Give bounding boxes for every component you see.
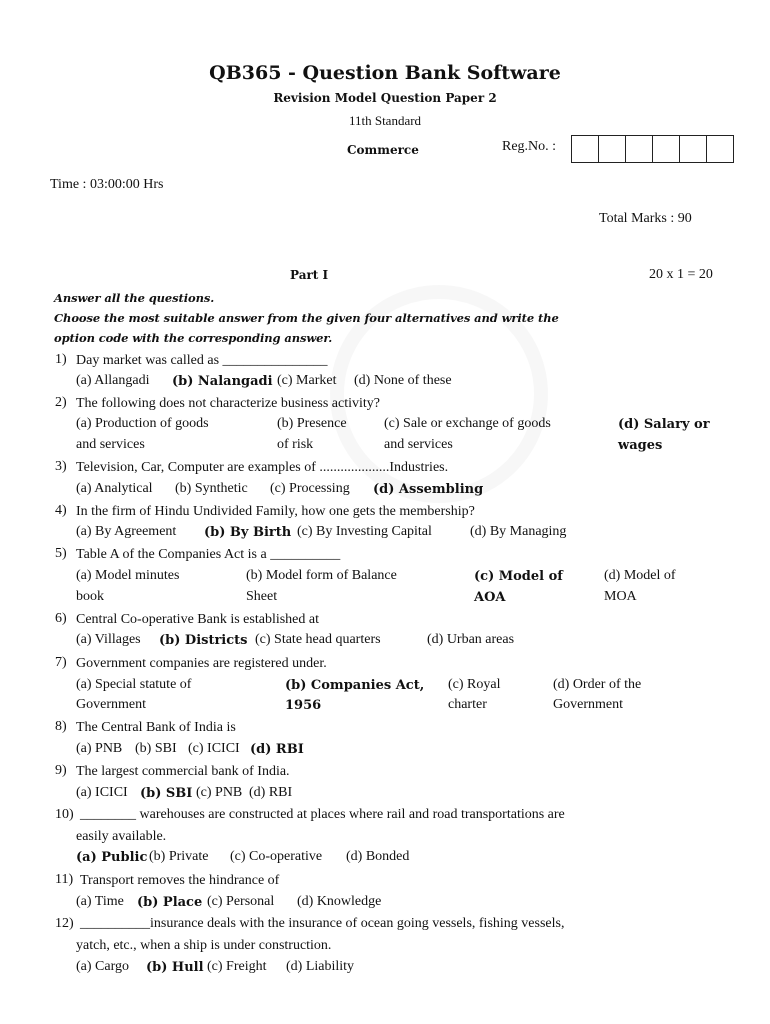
question-text: Table A of the Companies Act is a __________ bbox=[76, 547, 341, 562]
option-c: (c) Personal bbox=[207, 894, 275, 909]
option-b: (b) Synthetic bbox=[175, 481, 248, 496]
option-b: (b) Private bbox=[149, 849, 209, 864]
option-a-cont: and services bbox=[76, 437, 145, 452]
question-number: 5) bbox=[55, 546, 67, 561]
option-d-cont: Government bbox=[553, 697, 623, 712]
option-c: (c) Sale or exchange of goods bbox=[384, 416, 551, 431]
paper-subtitle: Revision Model Question Paper 2 bbox=[273, 91, 497, 105]
question-number: 2) bbox=[55, 395, 67, 410]
question-number: 4) bbox=[55, 503, 67, 518]
option-d: (d) Order of the bbox=[553, 677, 642, 692]
option-b-answer: (b) SBI bbox=[140, 786, 193, 801]
question-text: Transport removes the hindrance of bbox=[80, 873, 280, 888]
option-c: (c) Processing bbox=[270, 481, 350, 496]
part-marks: 20 x 1 = 20 bbox=[649, 267, 713, 282]
instruction-line-3: option code with the corresponding answer. bbox=[54, 331, 333, 345]
option-b-answer: (b) Nalangadi bbox=[172, 374, 273, 389]
question-text: The following does not characterize business activity? bbox=[76, 396, 381, 411]
reg-no-boxes bbox=[571, 135, 734, 163]
question-number: 6) bbox=[55, 611, 67, 626]
question-text-cont: easily available. bbox=[76, 829, 167, 844]
question-number: 7) bbox=[55, 655, 67, 670]
option-a-cont: Government bbox=[76, 697, 146, 712]
option-d: (d) Liability bbox=[286, 959, 355, 974]
option-a: (a) By Agreement bbox=[76, 524, 177, 539]
option-d-answer-cont: wages bbox=[618, 438, 663, 453]
total-marks-label: Total Marks : 90 bbox=[599, 211, 692, 226]
option-c-answer-cont: AOA bbox=[474, 590, 506, 605]
option-d: (d) Knowledge bbox=[297, 894, 382, 909]
question-text: __________insurance deals with the insurance of ocean going vessels, fishing vessels, bbox=[80, 916, 565, 931]
option-a: (a) PNB bbox=[76, 741, 123, 756]
option-c: (c) State head quarters bbox=[255, 632, 381, 647]
reg-no-box[interactable] bbox=[706, 135, 734, 163]
option-a: (a) Special statute of bbox=[76, 677, 192, 692]
question-number: 10) bbox=[55, 807, 74, 822]
time-label: Time : 03:00:00 Hrs bbox=[50, 177, 164, 192]
option-d: (d) Bonded bbox=[346, 849, 410, 864]
option-d: (d) RBI bbox=[249, 785, 293, 800]
option-a: (a) Production of goods bbox=[76, 416, 209, 431]
question-number: 3) bbox=[55, 459, 67, 474]
option-a: (a) Analytical bbox=[76, 481, 153, 496]
reg-no-label: Reg.No. : bbox=[502, 139, 557, 154]
option-b: (b) Presence bbox=[277, 416, 347, 431]
option-a: (a) Time bbox=[76, 894, 124, 909]
option-d: (d) None of these bbox=[354, 373, 452, 388]
option-a: (a) Cargo bbox=[76, 959, 129, 974]
option-c: (c) Royal bbox=[448, 677, 501, 692]
option-b-answer: (b) Companies Act, bbox=[285, 678, 425, 693]
option-b-answer: (b) Hull bbox=[146, 960, 204, 975]
question-text: The Central Bank of India is bbox=[76, 720, 236, 735]
question-text-cont: yatch, etc., when a ship is under construction. bbox=[76, 938, 332, 953]
option-b-cont: Sheet bbox=[246, 589, 278, 604]
question-text: The largest commercial bank of India. bbox=[76, 764, 290, 779]
question-text: Television, Car, Computer are examples of ....................Industries. bbox=[76, 460, 449, 475]
reg-no-box[interactable] bbox=[571, 135, 599, 163]
option-c-cont: charter bbox=[448, 697, 487, 712]
instruction-line-2: Choose the most suitable answer from the given four alternatives and write the bbox=[54, 311, 559, 325]
option-b: (b) SBI bbox=[135, 741, 177, 756]
instruction-line-1: Answer all the questions. bbox=[54, 291, 215, 305]
option-c-answer: (c) Model of bbox=[474, 569, 563, 584]
option-a-cont: book bbox=[76, 589, 104, 604]
question-text: ________ warehouses are constructed at places where rail and road transportations are bbox=[80, 807, 565, 822]
part-heading: Part I bbox=[290, 268, 329, 282]
option-a: (a) Model minutes bbox=[76, 568, 180, 583]
option-d-answer: (d) Assembling bbox=[373, 482, 484, 497]
option-c: (c) Market bbox=[277, 373, 337, 388]
standard-label: 11th Standard bbox=[348, 113, 422, 128]
option-c: (c) By Investing Capital bbox=[297, 524, 432, 539]
option-c: (c) PNB bbox=[196, 785, 243, 800]
option-c: (c) Co-operative bbox=[230, 849, 323, 864]
option-a: (a) ICICI bbox=[76, 785, 128, 800]
option-b-answer: (b) Place bbox=[137, 895, 203, 910]
question-number: 8) bbox=[55, 719, 67, 734]
option-b-answer: (b) By Birth bbox=[204, 525, 292, 540]
question-text: Day market was called as _______________ bbox=[76, 353, 328, 368]
question-text: In the firm of Hindu Undivided Family, how one gets the membership? bbox=[76, 504, 475, 519]
option-d: (d) By Managing bbox=[470, 524, 567, 539]
option-d-cont: MOA bbox=[604, 589, 637, 604]
option-d: (d) Urban areas bbox=[427, 632, 515, 647]
question-number: 9) bbox=[55, 763, 67, 778]
option-c: (c) ICICI bbox=[188, 741, 240, 756]
option-b-answer: (b) Districts bbox=[159, 633, 248, 648]
reg-no-box[interactable] bbox=[652, 135, 680, 163]
option-a-answer: (a) Public bbox=[76, 850, 148, 865]
question-text: Government companies are registered under. bbox=[76, 656, 327, 671]
reg-no-box[interactable] bbox=[598, 135, 626, 163]
option-d-answer: (d) Salary or bbox=[618, 417, 710, 432]
option-c: (c) Freight bbox=[207, 959, 267, 974]
option-b-cont: of risk bbox=[277, 437, 314, 452]
option-d: (d) Model of bbox=[604, 568, 676, 583]
option-b-answer-cont: 1956 bbox=[285, 698, 322, 713]
option-d-answer: (d) RBI bbox=[250, 742, 304, 757]
question-number: 1) bbox=[55, 352, 67, 367]
question-number: 11) bbox=[55, 872, 74, 887]
question-number: 12) bbox=[55, 916, 74, 931]
document-title: QB365 - Question Bank Software bbox=[209, 62, 561, 84]
reg-no-box[interactable] bbox=[625, 135, 653, 163]
option-a: (a) Allangadi bbox=[76, 373, 150, 388]
question-text: Central Co-operative Bank is established at bbox=[76, 612, 319, 627]
option-c-cont: and services bbox=[384, 437, 453, 452]
option-b: (b) Model form of Balance bbox=[246, 568, 397, 583]
reg-no-box[interactable] bbox=[679, 135, 707, 163]
subject-label: Commerce bbox=[347, 143, 419, 157]
option-a: (a) Villages bbox=[76, 632, 141, 647]
